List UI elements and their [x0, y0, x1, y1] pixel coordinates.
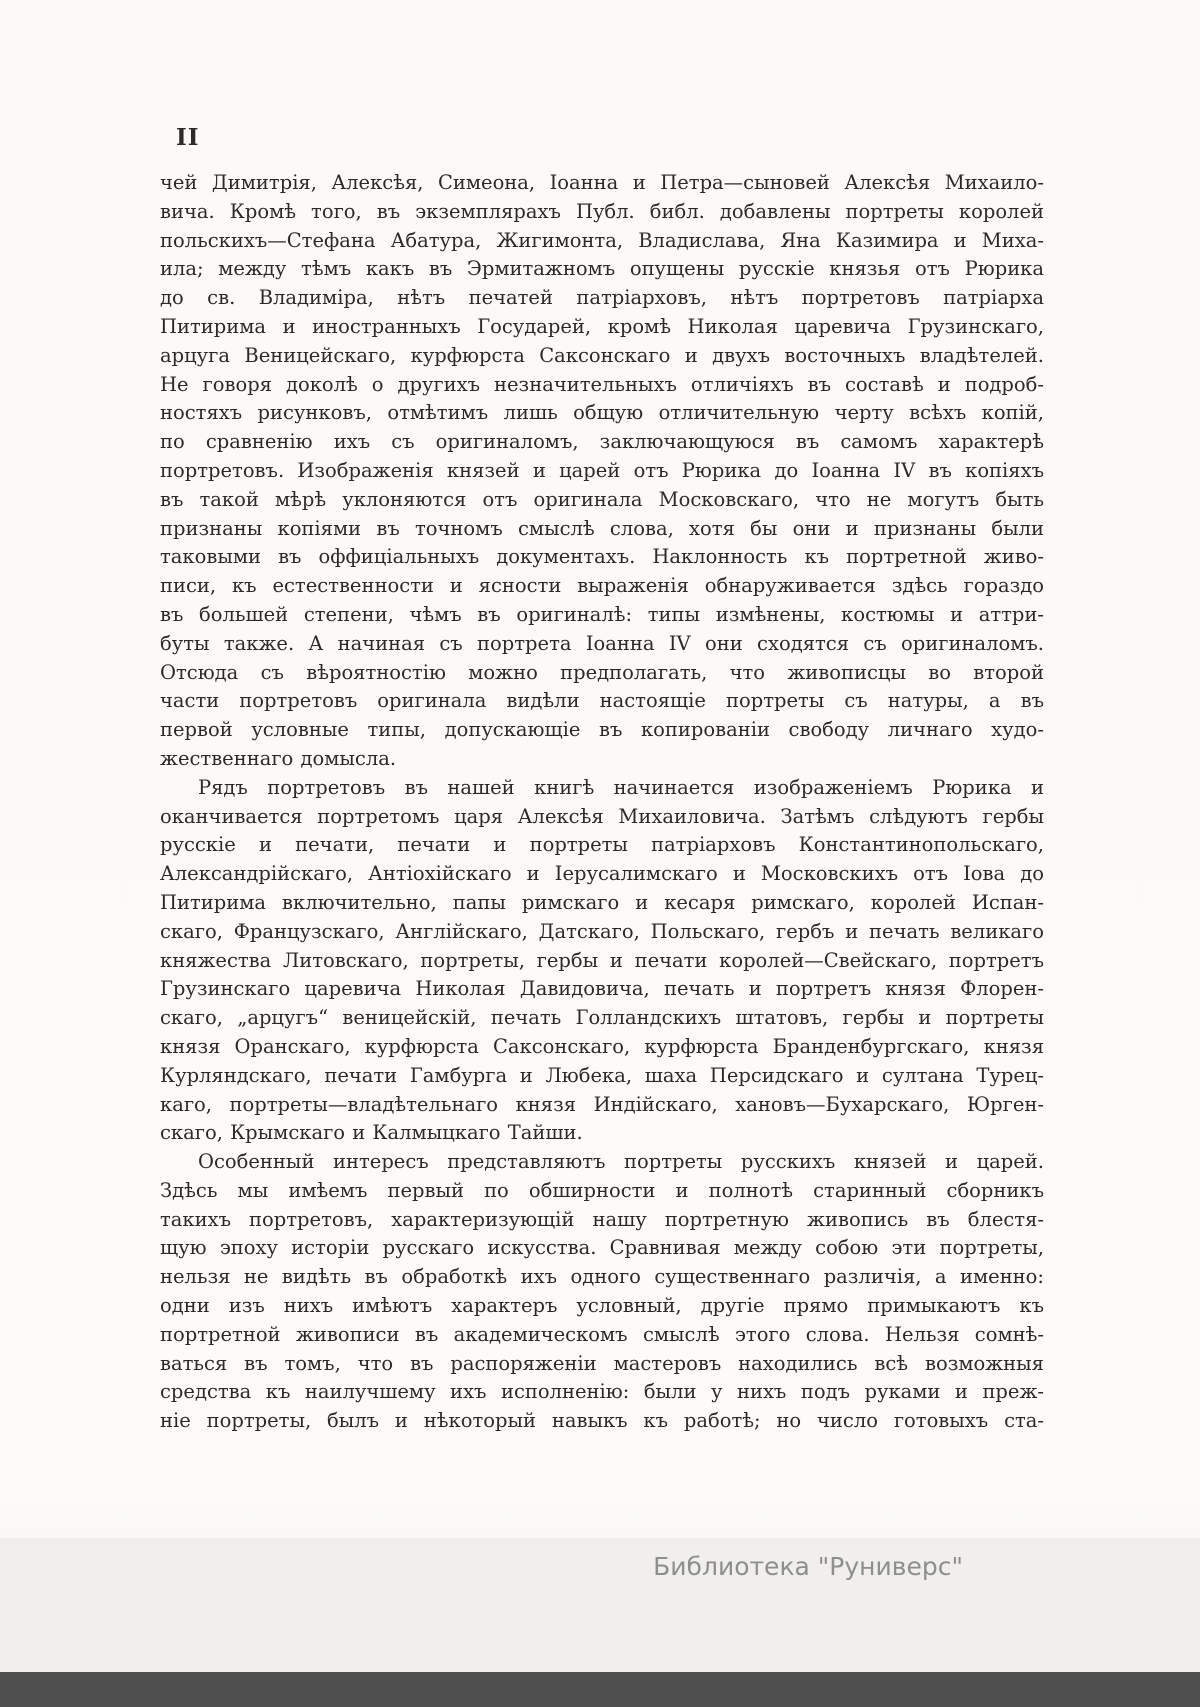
text-line: части портретовъ оригинала видѣли настоящіе портреты съ натуры, а въ	[160, 689, 1044, 713]
text-line: Отсюда съ вѣроятностію можно предполагать, что живописцы во второй	[160, 660, 1044, 684]
paragraph	[160, 1148, 1044, 1436]
watermark-text: Библиотека "Руниверс"	[653, 1552, 963, 1581]
text-line: княжества Литовскаго, портреты, гербы и печати королей—Свейскаго, портретъ	[160, 948, 1044, 972]
text-line: нельзя не видѣть въ обработкѣ ихъ одного существеннаго различія, а именно:	[160, 1265, 1044, 1289]
text-line: скаго, Французскаго, Англійскаго, Датскаго, Польскаго, гербъ и печать великаго	[160, 919, 1044, 943]
text-line: по сравненію ихъ съ оригиналомъ, заключающуюся въ самомъ характерѣ	[160, 430, 1044, 454]
text-line: Особенный интересъ представляютъ портреты русскихъ князей и царей.	[198, 1150, 1044, 1174]
text-line: Курляндскаго, печати Гамбурга и Любека, шаха Персидскаго и султана Турец-	[160, 1063, 1044, 1087]
text-line: жественнаго домысла.	[160, 746, 397, 770]
text-line: щую эпоху исторіи русскаго искусства. Сравнивая между собою эти портреты,	[160, 1236, 1044, 1260]
text-line: Не говоря доколѣ о другихъ незначительныхъ отличіяхъ въ составѣ и подроб-	[160, 372, 1044, 396]
text-line: писи, къ естественности и ясности выраженія обнаруживается здѣсь гораздо	[160, 574, 1044, 598]
text-line: ностяхъ рисунковъ, отмѣтимъ лишь общую отличительную черту всѣхъ копій,	[160, 401, 1044, 425]
text-line: Питирима и иностранныхъ Государей, кромѣ Николая царевича Грузинскаго,	[160, 314, 1044, 338]
text-line: одни изъ нихъ имѣютъ характеръ условный, другіе прямо примыкаютъ къ	[160, 1294, 1044, 1318]
text-line: Питирима включительно, папы римскаго и кесаря римскаго, королей Испан-	[160, 890, 1044, 914]
text-line: ила; между тѣмъ какъ въ Эрмитажномъ опущены русскіе князья отъ Рюрика	[160, 257, 1044, 281]
text-line: арцуга Веницейскаго, курфюрста Саксонскаго и двухъ восточныхъ владѣтелей.	[160, 343, 1044, 367]
text-line: Здѣсь мы имѣемъ первый по обширности и полнотѣ старинный сборникъ	[160, 1178, 1044, 1202]
text-line: скаго, „арцугъ“ веницейскій, печать Голландскихъ штатовъ, гербы и портреты	[160, 1006, 1044, 1030]
text-line: вича. Кромѣ того, въ экземплярахъ Публ. библ. добавлены портреты королей	[160, 199, 1044, 223]
text-line: признаны копіями въ точномъ смыслѣ слова, хотя бы они и признаны были	[160, 516, 1044, 540]
text-block	[160, 169, 1044, 1436]
text-line: средства къ наилучшему ихъ исполненію: были у нихъ подъ руками и преж-	[160, 1380, 1044, 1404]
text-line: каго, портреты—владѣтельнаго князя Индійскаго, хановъ—Бухарскаго, Юрген-	[160, 1092, 1044, 1116]
text-line: въ большей степени, чѣмъ въ оригиналѣ: типы измѣнены, костюмы и аттри-	[160, 602, 1044, 626]
text-line: Рядъ портретовъ въ нашей книгѣ начинается изображеніемъ Рюрика и	[198, 775, 1044, 799]
text-line: Грузинскаго царевича Николая Давидовича, печать и портретъ князя Флорен-	[160, 977, 1044, 1001]
text-line: оканчивается портретомъ царя Алексѣя Михаиловича. Затѣмъ слѣдуютъ гербы	[160, 804, 1044, 828]
text-line: ніе портреты, былъ и нѣкоторый навыкъ къ работѣ; но число готовыхъ ста-	[160, 1409, 1044, 1433]
text-line: портретовъ. Изображенія князей и царей отъ Рюрика до Іоанна IV въ копіяхъ	[160, 458, 1044, 482]
text-line: ваться въ томъ, что въ распоряженіи мастеровъ находились всѣ возможныя	[160, 1351, 1044, 1375]
paragraph	[160, 169, 1044, 774]
text-line: таковыми въ оффиціальныхъ документахъ. Наклонность къ портретной живо-	[160, 545, 1044, 569]
text-line: князя Оранскаго, курфюрста Саксонскаго, курфюрста Бранденбургскаго, князя	[160, 1034, 1044, 1058]
text-line: скаго, Крымскаго и Калмыцкаго Тайши.	[160, 1121, 583, 1145]
bottom-bar	[0, 1672, 1200, 1707]
text-line: Александрійскаго, Антіохійскаго и Іерусалимскаго и Московскихъ отъ Іова до	[160, 862, 1044, 886]
text-line: до св. Владиміра, нѣтъ печатей патріарховъ, нѣтъ портретовъ патріарха	[160, 286, 1044, 310]
text-line: такихъ портретовъ, характеризующій нашу портретную живопись въ блестя-	[160, 1207, 1044, 1231]
text-line: польскихъ—Стефана Абатура, Жигимонта, Владислава, Яна Казимира и Миха-	[160, 228, 1044, 252]
text-line: первой условные типы, допускающіе въ копированіи свободу личнаго худо-	[160, 718, 1044, 742]
paragraph	[160, 774, 1044, 1148]
text-line: буты также. А начиная съ портрета Іоанна IV они сходятся съ оригиналомъ.	[160, 631, 1044, 655]
page-number: II	[176, 124, 200, 151]
text-line: чей Димитрія, Алексѣя, Симеона, Іоанна и Петра—сыновей Алексѣя Михаило-	[160, 171, 1044, 194]
text-line: въ такой мѣрѣ уклоняются отъ оригинала Московскаго, что не могутъ быть	[160, 487, 1044, 511]
text-line: русскіе и печати, печати и портреты патріарховъ Константинопольскаго,	[160, 833, 1044, 857]
text-line: портретной живописи въ академическомъ смыслѣ этого слова. Нельзя сомнѣ-	[160, 1322, 1044, 1346]
